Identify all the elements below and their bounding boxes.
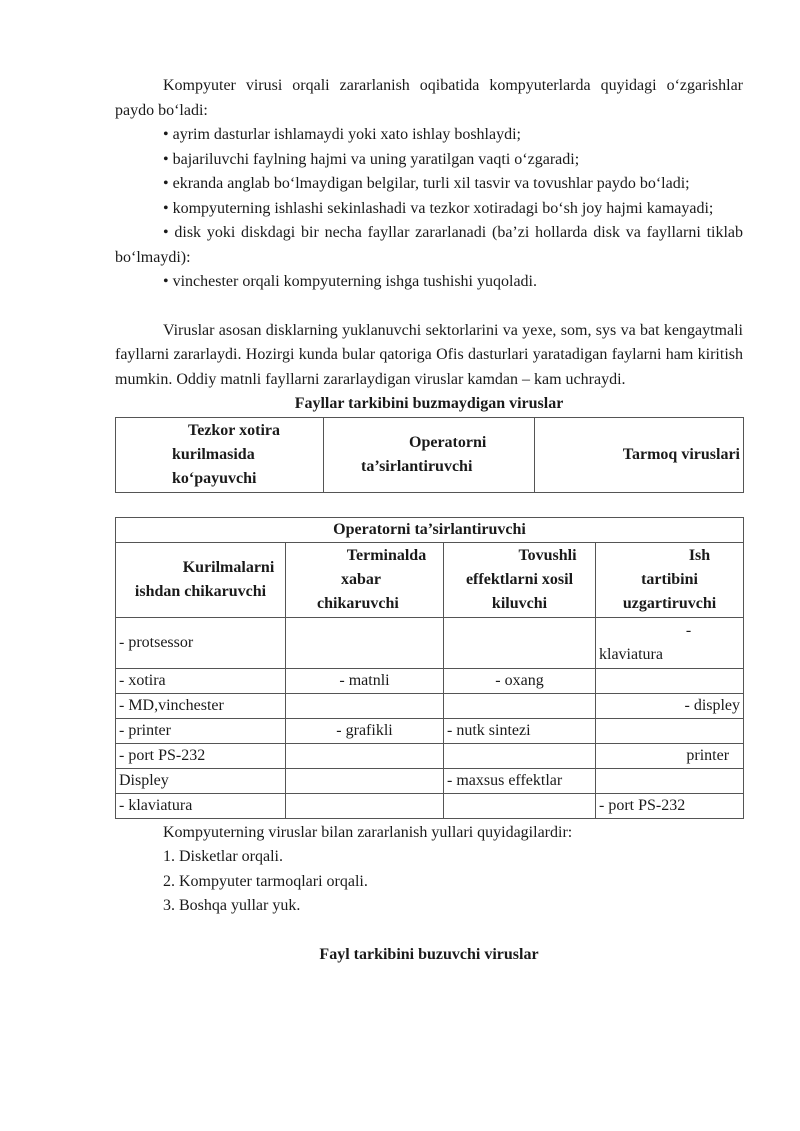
cell-line: Tovushli	[518, 546, 577, 564]
cell-line: klaviatura	[599, 645, 663, 663]
table-header-cell	[116, 542, 286, 617]
table-cell: - MD,vinchester	[116, 693, 286, 718]
cell-line: Kurilmalarni	[182, 558, 275, 576]
list-lead: Kompyuterning viruslar bilan zararlanish yullari quyidagilardir:	[163, 823, 573, 841]
table-row	[116, 718, 744, 743]
table-row	[116, 617, 744, 668]
table-cell	[286, 693, 444, 718]
bullet-item: • bajariluvchi faylning hajmi va uning yaratilgan vaqti o‘zgaradi;	[163, 150, 580, 168]
list-item: 2. Kompyuter tarmoqlari orqali.	[163, 872, 368, 890]
table-header-row	[116, 542, 744, 617]
cell-line: -	[685, 621, 692, 639]
table-cell	[286, 793, 444, 818]
table-cell	[444, 693, 596, 718]
table1-caption: Fayllar tarkibini buzmaydigan viruslar	[294, 395, 564, 412]
list-item: 1. Disketlar orqali.	[163, 848, 283, 865]
infection-ways	[115, 821, 743, 919]
table-cell: Tarmoq viruslari	[535, 417, 744, 492]
bullet-item: • ekranda anglab bo‘lmaydigan belgilar, turli xil tasvir va tovushlar paydo bo‘ladi;	[163, 175, 690, 192]
body-paragraph: Viruslar asosan disklarning yuklanuvchi sektorlarini va yexe, som, sys va bat kengaytmali fayllarni zararlaydi. Hozirgi kunda bular qatoriga Ofis dasturlari yaratadigan faylarni ham kiritish mumkin. Oddiy matnli fayllarni zararlaydigan viruslar kamdan – kam uchraydi.	[115, 321, 743, 388]
table-cell: - klaviatura	[116, 793, 286, 818]
cell-line: chikaruvchi	[317, 594, 399, 612]
table-header-cell	[286, 542, 444, 617]
cell-line: Terminalda	[346, 546, 427, 564]
table-row	[116, 668, 744, 693]
bullet-item: • kompyuterning ishlashi sekinlashadi va tezkor xotiradagi bo‘sh joy hajmi kamayadi;	[163, 199, 714, 217]
table-cell	[596, 668, 744, 693]
table-cell: - displey	[596, 693, 744, 718]
cell-line: uzgartiruvchi	[622, 594, 717, 612]
cell-line: Tezkor xotira	[188, 421, 280, 439]
table-cell: printer	[596, 743, 744, 768]
table-row	[116, 693, 744, 718]
table-cell	[286, 743, 444, 768]
table-cell	[116, 417, 324, 492]
list-item: 3. Boshqa yullar yuk.	[163, 897, 301, 914]
table-cell	[596, 768, 744, 793]
cell-line: kurilmasida	[172, 445, 255, 463]
cell-line: ko‘payuvchi	[172, 469, 257, 487]
table-cell: - protsessor	[116, 617, 286, 668]
section-caption: Fayl tarkibini buzuvchi viruslar	[319, 945, 539, 963]
cell-line: ishdan chikaruvchi	[134, 582, 267, 600]
table-cell	[596, 617, 744, 668]
intro-paragraph: Kompyuter virusi orqali zararlanish oqibatida kompyuterlarda quyidagi o‘zgarishlar paydo bo‘ladi:	[115, 77, 743, 119]
table-cell: - matnli	[286, 668, 444, 693]
table-operator-viruses	[115, 517, 744, 819]
table-cell	[444, 793, 596, 818]
cell-line: kiluvchi	[491, 594, 548, 612]
table-header-cell	[596, 542, 744, 617]
cell-line: tartibini	[641, 570, 698, 588]
table-header-cell	[444, 542, 596, 617]
table-caption-cell: Operatorni ta’sirlantiruvchi	[116, 517, 744, 542]
table-non-destructive-viruses	[115, 417, 744, 493]
bullet-item: • vinchester orqali kompyuterning ishga tushishi yuqoladi.	[163, 273, 537, 290]
table-cell: - maxsus effektlar	[444, 768, 596, 793]
table-cell	[444, 743, 596, 768]
table-cell	[286, 617, 444, 668]
cell-line: ta’sirlantiruvchi	[361, 457, 473, 475]
table-row	[116, 768, 744, 793]
table-cell: - xotira	[116, 668, 286, 693]
table-cell	[444, 617, 596, 668]
table-cell: Displey	[116, 768, 286, 793]
cell-line: Operatorni	[409, 433, 487, 451]
table-cell: - port PS-232	[116, 743, 286, 768]
table-cell	[286, 768, 444, 793]
table-row	[116, 517, 744, 542]
table-cell: - oxang	[444, 668, 596, 693]
table-row	[116, 793, 744, 818]
bullet-item: • disk yoki diskdagi bir necha fayllar zararlanadi (ba’zi hollarda disk va fayllarni tiklab bo‘lmaydi):	[115, 224, 743, 266]
table-cell	[596, 718, 744, 743]
table-cell	[324, 417, 535, 492]
cell-line: xabar	[341, 570, 381, 588]
table-row	[116, 417, 744, 492]
document-content	[115, 74, 743, 967]
table-cell: - nutk sintezi	[444, 718, 596, 743]
bullet-item: • ayrim dasturlar ishlamaydi yoki xato ishlay boshlaydi;	[163, 126, 521, 143]
cell-line: effektlarni xosil	[465, 570, 574, 588]
table-cell: - printer	[116, 718, 286, 743]
table-cell: - grafikli	[286, 718, 444, 743]
cell-line: Ish	[688, 546, 711, 564]
table-cell: - port PS-232	[596, 793, 744, 818]
table-row	[116, 743, 744, 768]
spacer	[115, 295, 743, 319]
